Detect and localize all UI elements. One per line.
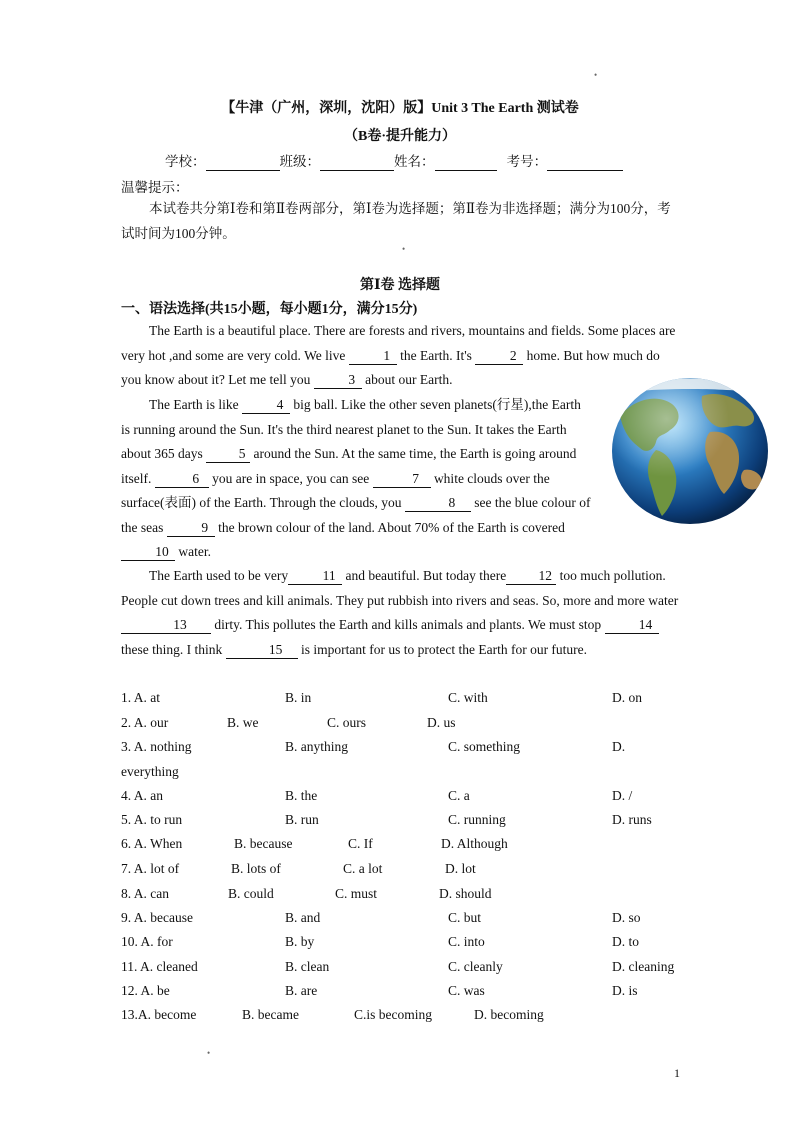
part-title: 一、语法选择(共15小题，每小题1分，满分15分) — [121, 302, 418, 317]
question-11-option-d[interactable]: D. cleaning — [612, 959, 675, 974]
question-8-option-b[interactable]: B. could — [228, 886, 274, 901]
class-label: 班级： — [279, 154, 320, 169]
question-7-option-a[interactable]: 7. A. lot of — [121, 861, 180, 876]
blank-6[interactable]: 6 — [155, 471, 209, 488]
question-2-option-a[interactable]: 2. A. our — [121, 715, 169, 730]
question-12-option-d[interactable]: D. is — [612, 983, 638, 998]
section-title: 第Ⅰ卷 选择题 — [359, 278, 441, 293]
name-label: 姓名： — [394, 154, 435, 169]
school-label: 学校： — [165, 154, 206, 169]
question-13-option-b[interactable]: B. became — [242, 1007, 299, 1022]
blank-14[interactable]: 14 — [605, 617, 659, 634]
question-3-option-b[interactable]: B. anything — [285, 739, 348, 754]
number-field[interactable] — [547, 154, 623, 171]
question-1-option-b[interactable]: B. in — [285, 690, 312, 705]
question-2-option-c[interactable]: C. ours — [327, 715, 367, 730]
question-8-option-c[interactable]: C. must — [335, 886, 378, 901]
question-6-option-c[interactable]: C. If — [348, 836, 373, 851]
passage-paragraph-2: The Earth is like 4 big ball. Like the other seven planets(行星),the Earth is running around the Sun. It's the third nearest planet to the Sun. It takes the Earth about 365 days 5 around the Sun. At the same time, the Earth is going around itself. 6 you are in space, you can see 7 white clouds over the surface(表面) of the Earth. Through the clouds, you 8 see the blue colour of the seas 9 the brown colour of the land. About 70% of the Earth is covered10 water. — [121, 397, 591, 559]
question-9-option-b[interactable]: B. and — [285, 910, 321, 925]
question-9-option-a[interactable]: 9. A. because — [121, 910, 193, 925]
earth-globe-image — [610, 376, 770, 526]
blank-13[interactable]: 13 — [121, 617, 211, 634]
blank-8[interactable]: 8 — [405, 495, 471, 512]
blank-5[interactable]: 5 — [206, 446, 250, 463]
question-5-option-c[interactable]: C. running — [448, 812, 506, 827]
tip-label: 温馨提示： — [121, 180, 189, 195]
scan-dot: • — [402, 244, 406, 254]
exam-subtitle: （B卷·提升能力） — [343, 129, 456, 144]
question-12-option-a[interactable]: 12. A. be — [121, 983, 170, 998]
question-11-option-c[interactable]: C. cleanly — [448, 959, 503, 974]
tip-text: 本试卷共分第Ⅰ卷和第Ⅱ卷两部分，第Ⅰ卷为选择题；第Ⅱ卷为非选择题；满分为100分，考试时间为100分钟。 — [121, 201, 671, 241]
blank-9[interactable]: 9 — [167, 520, 215, 537]
question-6-option-b[interactable]: B. because — [234, 836, 293, 851]
blank-2[interactable]: 2 — [475, 348, 523, 365]
blank-1[interactable]: 1 — [349, 348, 397, 365]
exam-title: 【牛津（广州，深圳，沈阳）版】Unit 3 The Earth 测试卷 — [221, 101, 579, 116]
question-7-option-d[interactable]: D. lot — [445, 861, 476, 876]
page-number: 1 — [674, 1066, 680, 1080]
question-5-option-d[interactable]: D. runs — [612, 812, 652, 827]
question-6-option-d[interactable]: D. Although — [441, 836, 508, 851]
scan-dot: • — [594, 70, 598, 80]
question-13-option-a[interactable]: 13.A. become — [121, 1007, 197, 1022]
name-field[interactable] — [435, 154, 497, 171]
question-4-option-b[interactable]: B. the — [285, 788, 318, 803]
blank-12[interactable]: 12 — [506, 568, 556, 585]
student-info-row — [165, 150, 623, 171]
blank-4[interactable]: 4 — [242, 397, 290, 414]
question-12-option-c[interactable]: C. was — [448, 983, 485, 998]
scan-dot: • — [207, 1048, 211, 1058]
question-10-option-d[interactable]: D. to — [612, 934, 639, 949]
question-13-option-c[interactable]: C.is becoming — [354, 1007, 432, 1022]
question-5-option-b[interactable]: B. run — [285, 812, 319, 827]
question-2-option-b[interactable]: B. we — [227, 715, 259, 730]
question-1-option-a[interactable]: 1. A. at — [121, 690, 161, 705]
question-10-option-c[interactable]: C. into — [448, 934, 485, 949]
question-8-option-d[interactable]: D. should — [439, 886, 492, 901]
question-8-option-a[interactable]: 8. A. can — [121, 886, 169, 901]
question-3-option-d[interactable]: D. everything — [121, 739, 626, 779]
question-7-option-c[interactable]: C. a lot — [343, 861, 383, 876]
passage-paragraph-1: The Earth is a beautiful place. There are forests and rivers, mountains and fields. Some places are very hot ,and some are very cold. We live 1 the Earth. It's 2 home. But how much do you know about it? Let me tell you 3 about our Earth. — [121, 323, 676, 387]
number-label: 考号： — [506, 154, 548, 169]
question-3-option-c[interactable]: C. something — [448, 739, 521, 754]
question-11-option-b[interactable]: B. clean — [285, 959, 330, 974]
question-1-option-c[interactable]: C. with — [448, 690, 488, 705]
question-9-option-c[interactable]: C. but — [448, 910, 482, 925]
question-3-option-a[interactable]: 3. A. nothing — [121, 739, 192, 754]
blank-3[interactable]: 3 — [314, 372, 362, 389]
question-13-option-d[interactable]: D. becoming — [474, 1007, 544, 1022]
question-6-option-a[interactable]: 6. A. When — [121, 836, 183, 851]
blank-11[interactable]: 11 — [288, 568, 342, 585]
question-10-option-b[interactable]: B. by — [285, 934, 315, 949]
question-9-option-d[interactable]: D. so — [612, 910, 641, 925]
passage-paragraph-3: The Earth used to be very 11 and beautiful. But today there 12 too much pollution. People cut down trees and kill animals. They put rubbish into rivers and seas. So, more and more water 13 dirty. This pollutes the Earth and kills animals and plants. We must stop 14 these thing. I think 15 is important for us to protect the Earth for our future. — [121, 568, 679, 657]
blank-7[interactable]: 7 — [373, 471, 431, 488]
question-12-option-b[interactable]: B. are — [285, 983, 318, 998]
question-2-option-d[interactable]: D. us — [427, 715, 456, 730]
class-field[interactable] — [320, 154, 394, 171]
question-4-option-c[interactable]: C. a — [448, 788, 470, 803]
question-10-option-a[interactable]: 10. A. for — [121, 934, 173, 949]
question-5-option-a[interactable]: 5. A. to run — [121, 812, 183, 827]
question-4-option-a[interactable]: 4. A. an — [121, 788, 164, 803]
school-field[interactable] — [206, 154, 280, 171]
blank-10[interactable]: 10 — [121, 544, 175, 561]
question-11-option-a[interactable]: 11. A. cleaned — [121, 959, 198, 974]
question-7-option-b[interactable]: B. lots of — [231, 861, 281, 876]
blank-15[interactable]: 15 — [226, 642, 298, 659]
question-4-option-d[interactable]: D. / — [612, 788, 633, 803]
question-1-option-d[interactable]: D. on — [612, 690, 642, 705]
